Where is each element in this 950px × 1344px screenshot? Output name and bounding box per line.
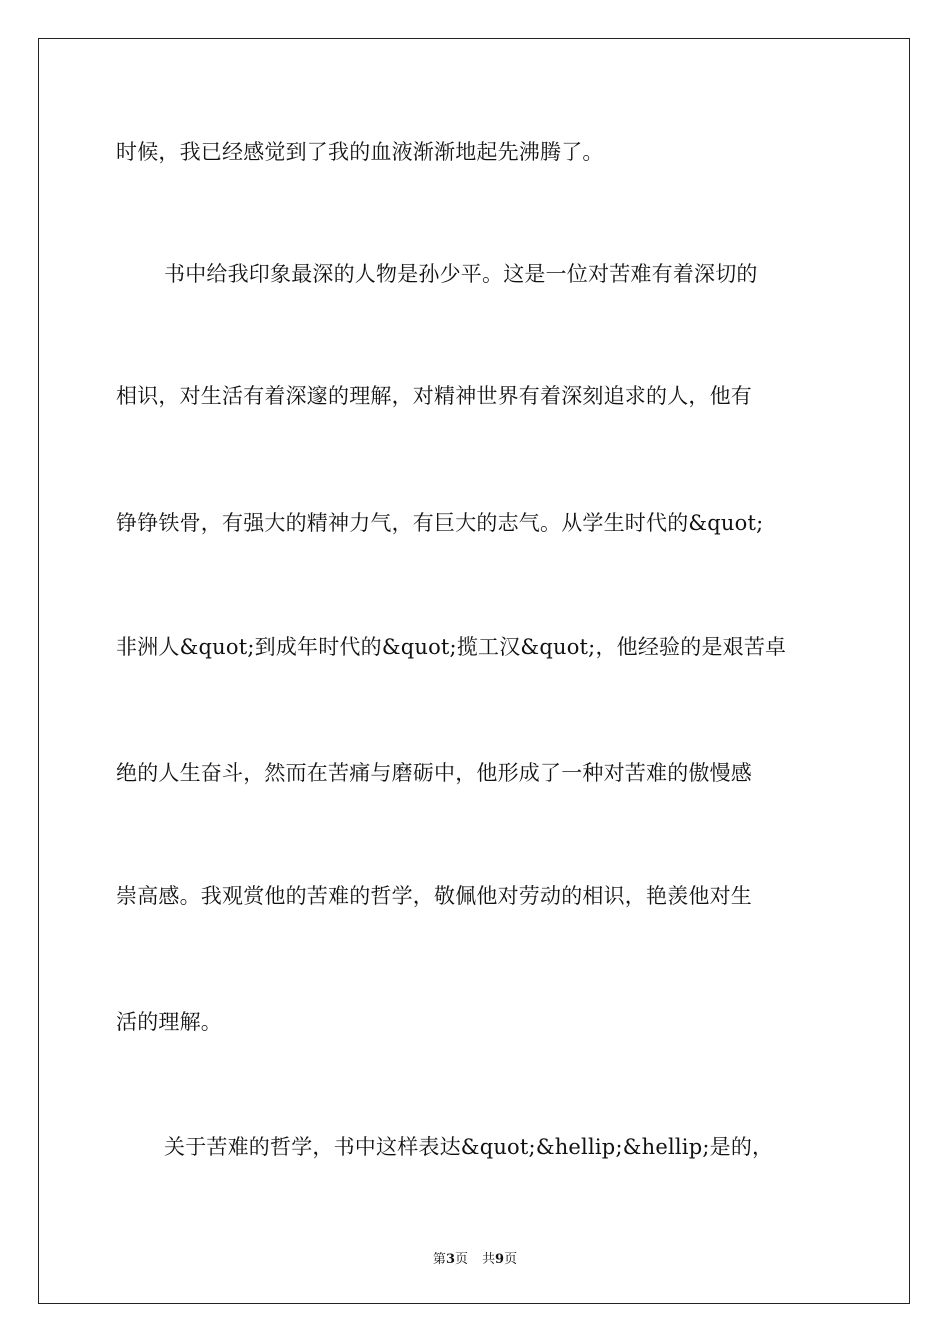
total-suffix: 页 (504, 1252, 518, 1267)
paragraph-line-2: 书中给我印象最深的人物是孙少平。这是一位对苦难有着深切的 (164, 262, 758, 286)
page-total: 9 (495, 1252, 505, 1267)
page-footer (0, 1248, 950, 1267)
paragraph-line-6: 绝的人生奋斗，然而在苦痛与磨砺中，他形成了一种对苦难的傲慢感 (116, 761, 752, 785)
page-prefix: 第 (432, 1252, 446, 1267)
paragraph-line-8: 活的理解。 (116, 1010, 222, 1034)
paragraph-line-1: 时候，我已经感觉到了我的血液渐渐地起先沸腾了。 (116, 140, 604, 164)
paragraph-line-9: 关于苦难的哲学，书中这样表达&quot;&hellip;&hellip;是的， (164, 1135, 774, 1159)
page-border (38, 38, 910, 1304)
total-prefix: 共 (482, 1252, 496, 1267)
page-current: 3 (445, 1252, 455, 1267)
page-suffix: 页 (454, 1252, 468, 1267)
paragraph-line-4: 铮铮铁骨，有强大的精神力气，有巨大的志气。从学生时代的&quot; (116, 511, 764, 535)
paragraph-line-3: 相识，对生活有着深邃的理解，对精神世界有着深刻追求的人，他有 (116, 384, 752, 408)
paragraph-line-7: 崇高感。我观赏他的苦难的哲学，敬佩他对劳动的相识，艳羡他对生 (116, 884, 752, 908)
paragraph-line-5: 非洲人&quot;到成年时代的&quot;揽工汉&quot;，他经验的是艰苦卓 (116, 635, 787, 659)
